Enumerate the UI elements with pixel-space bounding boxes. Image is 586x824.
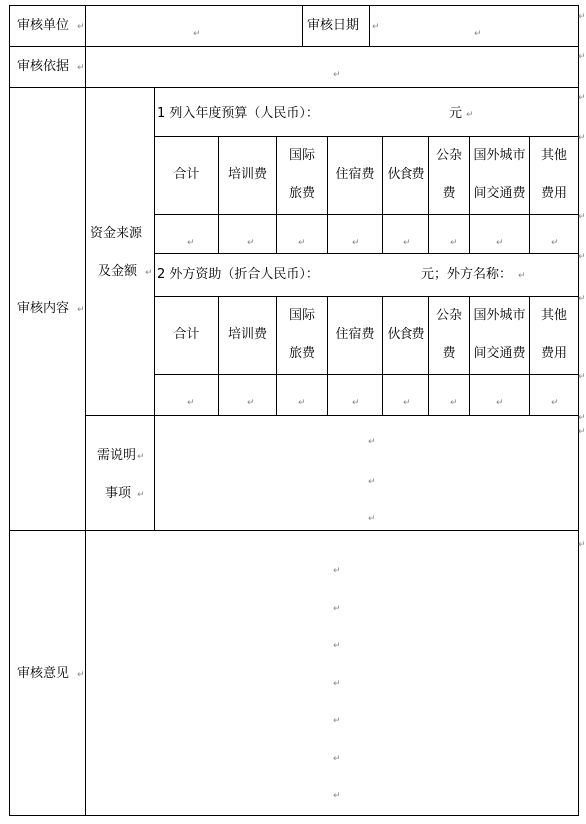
label-paragraph-mark: ↵ (372, 22, 380, 32)
grid-line-vertical (218, 296, 219, 416)
grid-line-vertical (218, 136, 219, 254)
label-paragraph-mark: ↵ (145, 268, 153, 278)
notes-paragraph-mark: ↵ (368, 477, 376, 487)
audit-basis-label: 审核依据 (17, 59, 70, 74)
cell-paragraph-mark: ↵ (450, 398, 458, 408)
row-end-mark: ↵ (578, 540, 586, 550)
budget-amount-line: 1 列入年度预算（人民币）： (157, 106, 319, 121)
foreign-expense-header-6-line2: 间交通费 (473, 346, 526, 361)
notes-label-line1: 需说明 (97, 448, 137, 463)
budget-expense-header-5-line1: 公杂 (435, 148, 462, 163)
cell-paragraph-mark: ↵ (187, 238, 195, 248)
row-end-mark: ↵ (578, 252, 586, 262)
budget-expense-header-4: 伙食费 (387, 167, 424, 182)
label-paragraph-mark: ↵ (137, 452, 145, 462)
grid-line-vertical (302, 5, 303, 47)
cell-paragraph-mark: ↵ (496, 398, 504, 408)
cell-paragraph-mark: ↵ (247, 398, 255, 408)
cell-paragraph-mark: ↵ (403, 238, 411, 248)
foreign-expense-header-3: 住宿费 (335, 327, 375, 342)
opinion-paragraph-mark: ↵ (333, 754, 341, 764)
label-paragraph-mark: ↵ (518, 271, 526, 281)
notes-paragraph-mark: ↵ (368, 437, 376, 447)
notes-paragraph-mark: ↵ (368, 514, 376, 524)
budget-expense-header-2-line2: 旅费 (288, 186, 315, 201)
grid-line-vertical (578, 5, 579, 816)
opinion-paragraph-mark: ↵ (333, 791, 341, 801)
budget-expense-header-7-line1: 其他 (540, 148, 567, 163)
cell-paragraph-mark: ↵ (551, 238, 559, 248)
row-end-mark: ↵ (578, 133, 586, 143)
cell-paragraph-mark: ↵ (551, 398, 559, 408)
budget-expense-header-3: 住宿费 (335, 167, 375, 182)
foreign-funding-line: 2 外方资助（折合人民币）： (157, 267, 319, 282)
grid-line-vertical (369, 5, 370, 47)
budget-expense-header-2-line1: 国际 (288, 148, 315, 163)
grid-line-vertical (327, 136, 328, 254)
cell-paragraph-mark: ↵ (496, 238, 504, 248)
grid-line-vertical (85, 46, 86, 88)
opinion-paragraph-mark: ↵ (333, 604, 341, 614)
foreign-funding-suffix: 元；外方名称： (421, 267, 513, 282)
grid-line-horizontal (9, 5, 579, 6)
opinion-paragraph-mark: ↵ (333, 679, 341, 689)
budget-currency-unit: 元 (449, 106, 463, 121)
grid-line-vertical (9, 5, 10, 816)
grid-line-vertical (85, 5, 86, 47)
row-end-mark: ↵ (578, 372, 586, 382)
audit-content-label: 审核内容 (17, 301, 70, 316)
grid-line-vertical (85, 87, 86, 816)
foreign-expense-header-5-line2: 费 (442, 346, 456, 361)
budget-expense-header-5-line2: 费 (442, 186, 456, 201)
grid-line-horizontal (9, 46, 579, 47)
cell-paragraph-mark: ↵ (187, 398, 195, 408)
row-end-mark: ↵ (578, 413, 586, 423)
opinion-paragraph-mark: ↵ (333, 566, 341, 576)
grid-line-vertical (382, 136, 383, 254)
audit-date-label: 审核日期 (307, 18, 360, 33)
budget-expense-header-6-line1: 国外城市 (473, 148, 526, 163)
cell-paragraph-mark: ↵ (298, 398, 306, 408)
foreign-expense-header-7-line2: 费用 (540, 346, 567, 361)
grid-line-horizontal (9, 530, 579, 531)
funds-source-label-line2: 及金额 (98, 264, 138, 279)
funds-source-label-line1: 资金来源 (90, 226, 143, 241)
budget-expense-header-1: 培训费 (227, 167, 267, 182)
foreign-expense-header-5-line1: 公杂 (435, 308, 462, 323)
cell-paragraph-mark: ↵ (298, 238, 306, 248)
label-paragraph-mark: ↵ (77, 63, 85, 73)
budget-expense-header-7-line2: 费用 (540, 186, 567, 201)
foreign-expense-header-2-line1: 国际 (288, 308, 315, 323)
row-end-mark: ↵ (578, 93, 586, 103)
foreign-expense-header-6-line1: 国外城市 (473, 308, 526, 323)
grid-line-vertical (382, 296, 383, 416)
row-end-mark: ↵ (578, 52, 586, 62)
label-paragraph-mark: ↵ (77, 670, 85, 680)
foreign-expense-header-1: 培训费 (227, 327, 267, 342)
paragraph-mark: ↵ (193, 29, 201, 39)
grid-line-horizontal (85, 415, 579, 416)
row-end-mark: ↵ (578, 294, 586, 304)
budget-expense-header-0: 合计 (173, 167, 200, 182)
paragraph-mark: ↵ (474, 29, 482, 39)
opinion-paragraph-mark: ↵ (333, 641, 341, 651)
opinion-paragraph-mark: ↵ (333, 716, 341, 726)
foreign-expense-header-2-line2: 旅费 (288, 346, 315, 361)
row-end-mark: ↵ (578, 212, 586, 222)
row-end-mark: ↵ (578, 427, 586, 437)
foreign-expense-header-7-line1: 其他 (540, 308, 567, 323)
audit-unit-label: 审核单位 (17, 18, 70, 33)
label-paragraph-mark: ↵ (137, 490, 145, 500)
label-paragraph-mark: ↵ (77, 22, 85, 32)
audit-opinion-label: 审核意见 (17, 666, 70, 681)
paragraph-mark: ↵ (333, 70, 341, 80)
label-paragraph-mark: ↵ (466, 110, 474, 120)
cell-paragraph-mark: ↵ (403, 398, 411, 408)
cell-paragraph-mark: ↵ (352, 238, 360, 248)
notes-label-line2: 事项 (105, 486, 132, 501)
foreign-expense-header-4: 伙食费 (387, 327, 424, 342)
row-end-mark: ↵ (578, 12, 586, 22)
grid-line-horizontal (9, 815, 579, 816)
budget-expense-header-6-line2: 间交通费 (473, 186, 526, 201)
foreign-expense-header-0: 合计 (173, 327, 200, 342)
label-paragraph-mark: ↵ (77, 305, 85, 315)
grid-line-horizontal (9, 87, 579, 88)
grid-line-vertical (154, 87, 155, 531)
cell-paragraph-mark: ↵ (247, 238, 255, 248)
cell-paragraph-mark: ↵ (450, 238, 458, 248)
cell-paragraph-mark: ↵ (352, 398, 360, 408)
grid-line-vertical (327, 296, 328, 416)
